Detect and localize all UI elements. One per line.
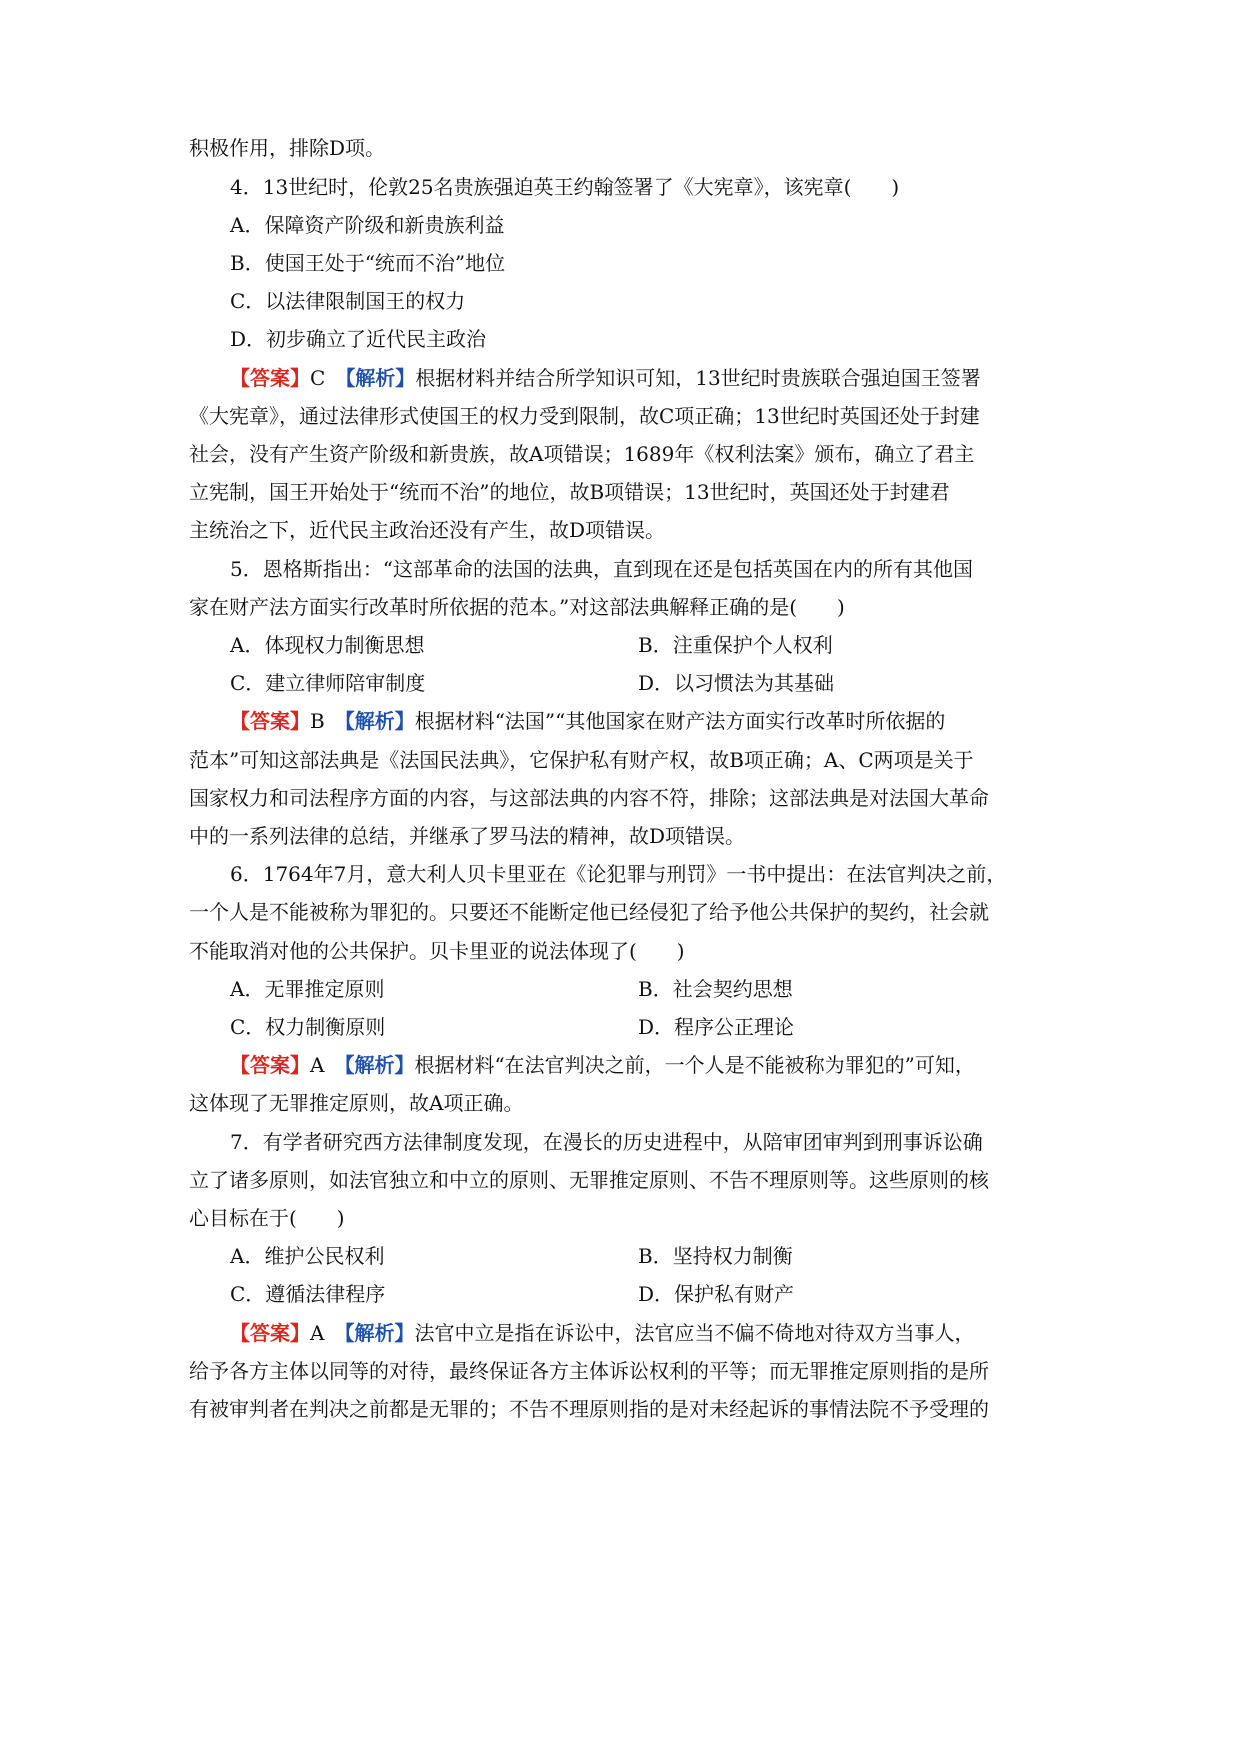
q4-option-a: A．保障资产阶级和新贵族利益 [230,213,505,237]
text-line: 立了诸多原则，如法官独立和中立的原则、无罪推定原则、不告不理原则等。这些原则的核 [189,1168,989,1192]
text-line: 家在财产法方面实行改革时所依据的范本。”对这部法典解释正确的是( ) [189,595,845,619]
question-5: 5．恩格斯指出：“这部革命的法国的法典，直到现在还是包括英国在内的所有其他国 [230,557,973,581]
text-line: 积极作用，排除D项。 [189,136,386,160]
analysis-text: 法官中立是指在诉讼中，法官应当不偏不倚地对待双方当事人， [414,1321,975,1345]
answer-tag: 【答案】 [230,366,310,390]
analysis-text: 根据材料并结合所学知识可知，13世纪时贵族联合强迫国王签署 [415,366,981,390]
text-line: 国家权力和司法程序方面的内容，与这部法典的内容不符，排除；这部法典是对法国大革命 [189,786,989,810]
answer-tag: 【答案】 [230,1321,310,1345]
q6-option-a: A．无罪推定原则 [230,977,385,1001]
q6-option-c: C．权力制衡原则 [230,1015,386,1039]
text-line: 中的一系列法律的总结，并继承了罗马法的精神，故D项错误。 [189,824,746,848]
q4-answer-line [230,366,981,390]
text-line: 立宪制，国王开始处于“统而不治”的地位，故B项错误；13世纪时，英国还处于封建君 [189,480,950,504]
text-line: 这体现了无罪推定原则，故A项正确。 [189,1091,524,1115]
q5-option-b: B．注重保护个人权利 [638,633,833,657]
text-line: 一个人是不能被称为罪犯的。只要还不能断定他已经侵犯了给予他公共保护的契约，社会就 [189,900,989,924]
question-4: 4．13世纪时，伦敦25名贵族强迫英王约翰签署了《大宪章》，该宪章( ) [230,175,900,199]
q5-option-d: D．以习惯法为其基础 [638,671,835,695]
q6-option-d: D．程序公正理论 [638,1015,795,1039]
text-line: 范本”可知这部法典是《法国民法典》，它保护私有财产权，故B项正确；A、C两项是关于 [189,748,974,772]
analysis-text: 根据材料“法国”“其他国家在财产法方面实行改革时所依据的 [414,709,946,733]
answer-value: C [310,366,346,390]
q5-option-a: A．体现权力制衡思想 [230,633,425,657]
q4-option-c: C．以法律限制国王的权力 [230,289,466,313]
answer-value: B [310,709,345,733]
text-line: 社会，没有产生资产阶级和新贵族，故A项错误；1689年《权利法案》颁布，确立了君主 [189,442,975,466]
analysis-text: 根据材料“在法官判决之前，一个人是不能被称为罪犯的”可知， [414,1053,975,1077]
text-line: 《大宪章》，通过法律形式使国王的权力受到限制，故C项正确；13世纪时英国还处于封建 [189,404,980,428]
analysis-tag: 【解析】 [344,1053,415,1077]
answer-value: A [310,1053,345,1077]
q7-option-a: A．维护公民权利 [230,1244,385,1268]
answer-value: A [310,1321,345,1345]
answer-tag: 【答案】 [230,709,310,733]
question-7: 7．有学者研究西方法律制度发现，在漫长的历史进程中，从陪审团审判到刑事诉讼确 [230,1130,983,1154]
q5-answer-line [230,709,945,733]
text-line: 不能取消对他的公共保护。贝卡里亚的说法体现了( ) [189,939,685,963]
q7-option-b: B．坚持权力制衡 [638,1244,793,1268]
analysis-tag: 【解析】 [344,709,415,733]
q4-option-d: D．初步确立了近代民主政治 [230,327,487,351]
text-line: 给予各方主体以同等的对待，最终保证各方主体诉讼权利的平等；而无罪推定原则指的是所 [189,1359,989,1383]
q5-option-c: C．建立律师陪审制度 [230,671,426,695]
q6-answer-line [230,1053,975,1077]
text-line: 心目标在于( ) [189,1206,345,1230]
text-line: 有被审判者在判决之前都是无罪的；不告不理原则指的是对未经起诉的事情法院不予受理的 [189,1397,989,1421]
q4-option-b: B．使国王处于“统而不治”地位 [230,251,506,275]
text-line: 主统治之下，近代民主政治还没有产生，故D项错误。 [189,518,666,542]
q7-answer-line [230,1321,974,1345]
answer-tag: 【答案】 [230,1053,310,1077]
analysis-tag: 【解析】 [344,1321,415,1345]
q7-option-c: C．遵循法律程序 [230,1282,386,1306]
q7-option-d: D．保护私有财产 [638,1282,795,1306]
analysis-tag: 【解析】 [345,366,416,390]
question-6: 6．1764年7月，意大利人贝卡里亚在《论犯罪与刑罚》一书中提出：在法官判决之前， [230,862,1007,886]
q6-option-b: B．社会契约思想 [638,977,793,1001]
